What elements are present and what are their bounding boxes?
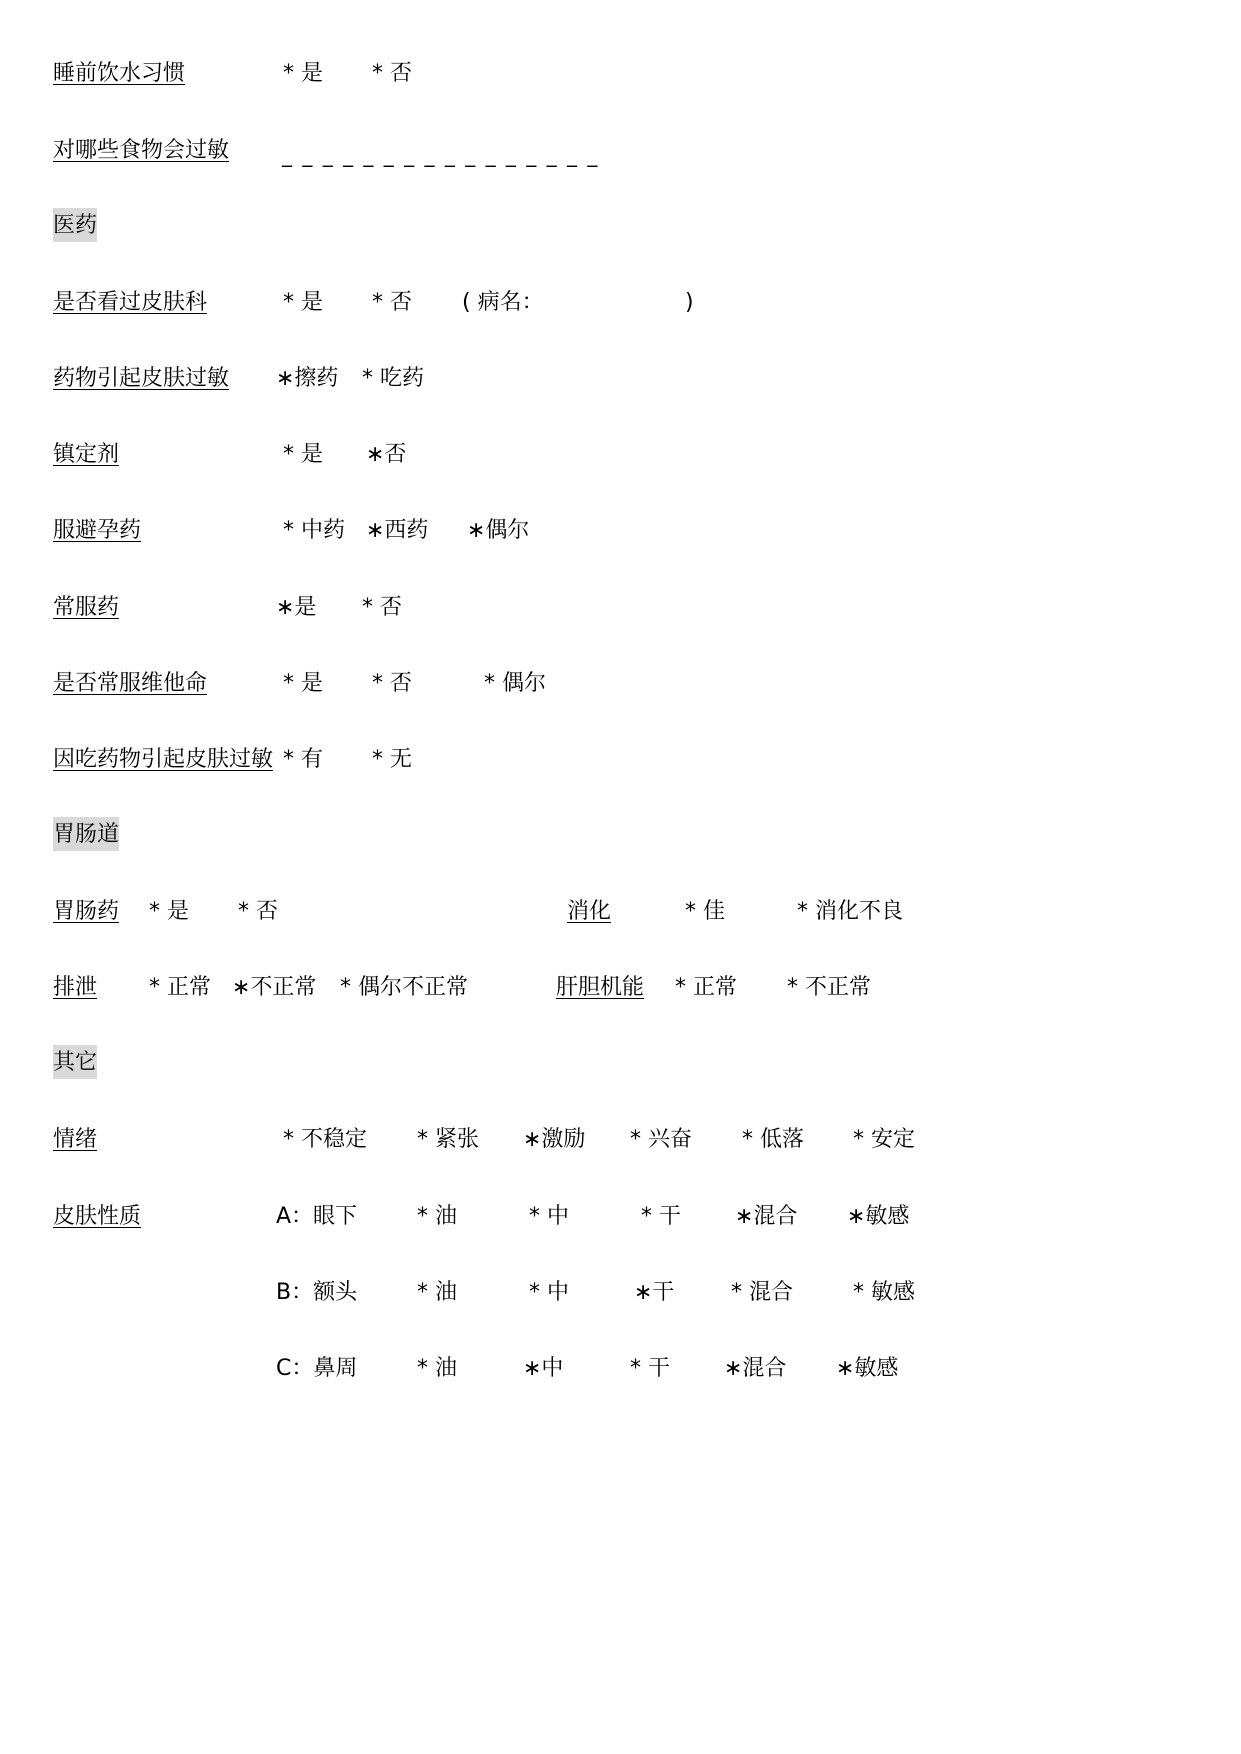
- regular-medicine-yes-option[interactable]: ∗是: [276, 595, 317, 620]
- skin-option[interactable]: ∗中: [523, 1356, 564, 1381]
- skin-option[interactable]: * 干: [630, 1356, 670, 1381]
- skin-option[interactable]: * 敏感: [853, 1280, 915, 1305]
- regular-medicine-label: 常服药: [53, 595, 120, 620]
- excretion-normal-option[interactable]: * 正常: [149, 975, 211, 1000]
- sedative-label: 镇定剂: [53, 442, 120, 467]
- dermatology-label: 是否看过皮肤科: [53, 290, 208, 315]
- excretion-occasional-option[interactable]: * 偶尔不正常: [340, 975, 468, 1000]
- drink-water-no-option[interactable]: * 否: [372, 61, 412, 86]
- vitamins-yes-option[interactable]: * 是: [283, 671, 323, 696]
- digestion-label: 消化: [567, 899, 612, 924]
- drug-allergy-topical-option[interactable]: ∗擦药: [276, 366, 339, 391]
- drink-water-label: 睡前饮水习惯: [53, 61, 186, 86]
- skin-area-label: C：鼻周: [276, 1356, 358, 1381]
- skin-option[interactable]: * 油: [417, 1204, 457, 1229]
- oral-drug-allergy-label: 因吃药物引起皮肤过敏: [53, 747, 274, 772]
- food-allergy-blank-field[interactable]: _ _ _ _ _ _ _ _ _ _ _ _ _ _ _ _: [282, 143, 600, 167]
- regular-medicine-no-option[interactable]: * 否: [362, 595, 402, 620]
- skin-option[interactable]: * 混合: [731, 1280, 793, 1305]
- liver-function-label: 肝胆机能: [556, 975, 645, 1000]
- drink-water-yes-option[interactable]: * 是: [283, 61, 323, 86]
- sedative-yes-option[interactable]: * 是: [283, 442, 323, 467]
- contraceptive-chinese-option[interactable]: * 中药: [283, 518, 345, 543]
- liver-normal-option[interactable]: * 正常: [675, 975, 737, 1000]
- skin-option[interactable]: * 中: [529, 1280, 569, 1305]
- mood-option[interactable]: * 安定: [853, 1127, 915, 1152]
- contraceptive-occasional-option[interactable]: ∗偶尔: [467, 518, 530, 543]
- skin-option[interactable]: * 干: [641, 1204, 681, 1229]
- vitamins-occasional-option[interactable]: * 偶尔: [484, 671, 546, 696]
- skin-option[interactable]: * 中: [529, 1204, 569, 1229]
- excretion-label: 排泄: [53, 975, 98, 1000]
- section-heading-medicine: 医药: [53, 208, 97, 242]
- contraceptive-western-option[interactable]: ∗西药: [366, 518, 429, 543]
- skin-option[interactable]: * 油: [417, 1356, 457, 1381]
- section-heading-other: 其它: [53, 1045, 97, 1079]
- contraceptive-label: 服避孕药: [53, 518, 142, 543]
- skin-option[interactable]: ∗干: [634, 1280, 675, 1305]
- skin-option[interactable]: ∗敏感: [847, 1204, 910, 1229]
- skin-option[interactable]: ∗混合: [735, 1204, 798, 1229]
- drug-allergy-oral-option[interactable]: * 吃药: [362, 366, 424, 391]
- mood-label: 情绪: [53, 1127, 98, 1152]
- disease-name-prompt: ( 病名：: [462, 290, 544, 315]
- excretion-abnormal-option[interactable]: ∗不正常: [232, 975, 317, 1000]
- section-heading-gi: 胃肠道: [53, 817, 119, 851]
- drug-allergy-label: 药物引起皮肤过敏: [53, 366, 230, 391]
- sedative-no-option[interactable]: ∗否: [366, 442, 407, 467]
- vitamins-no-option[interactable]: * 否: [372, 671, 412, 696]
- skin-option[interactable]: ∗敏感: [836, 1356, 899, 1381]
- skin-area-label: B：额头: [276, 1280, 358, 1305]
- mood-option[interactable]: * 兴奋: [630, 1127, 692, 1152]
- oral-drug-allergy-yes-option[interactable]: * 有: [283, 747, 323, 772]
- digestion-poor-option[interactable]: * 消化不良: [797, 899, 903, 924]
- skin-option[interactable]: ∗混合: [724, 1356, 787, 1381]
- liver-abnormal-option[interactable]: * 不正常: [787, 975, 871, 1000]
- food-allergy-label: 对哪些食物会过敏: [53, 138, 230, 163]
- dermatology-no-option[interactable]: * 否: [372, 290, 412, 315]
- dermatology-yes-option[interactable]: * 是: [283, 290, 323, 315]
- gi-medicine-label: 胃肠药: [53, 899, 120, 924]
- skin-type-label: 皮肤性质: [53, 1204, 142, 1229]
- mood-option[interactable]: ∗激励: [523, 1127, 586, 1152]
- mood-option[interactable]: * 紧张: [417, 1127, 479, 1152]
- oral-drug-allergy-no-option[interactable]: * 无: [372, 747, 412, 772]
- mood-option[interactable]: * 不稳定: [283, 1127, 367, 1152]
- gi-medicine-no-option[interactable]: * 否: [238, 899, 278, 924]
- skin-option[interactable]: * 油: [417, 1280, 457, 1305]
- gi-medicine-yes-option[interactable]: * 是: [149, 899, 189, 924]
- skin-area-label: A：眼下: [276, 1204, 358, 1229]
- digestion-good-option[interactable]: * 佳: [685, 899, 725, 924]
- disease-name-close: ): [685, 290, 694, 315]
- vitamins-label: 是否常服维他命: [53, 671, 208, 696]
- mood-option[interactable]: * 低落: [742, 1127, 804, 1152]
